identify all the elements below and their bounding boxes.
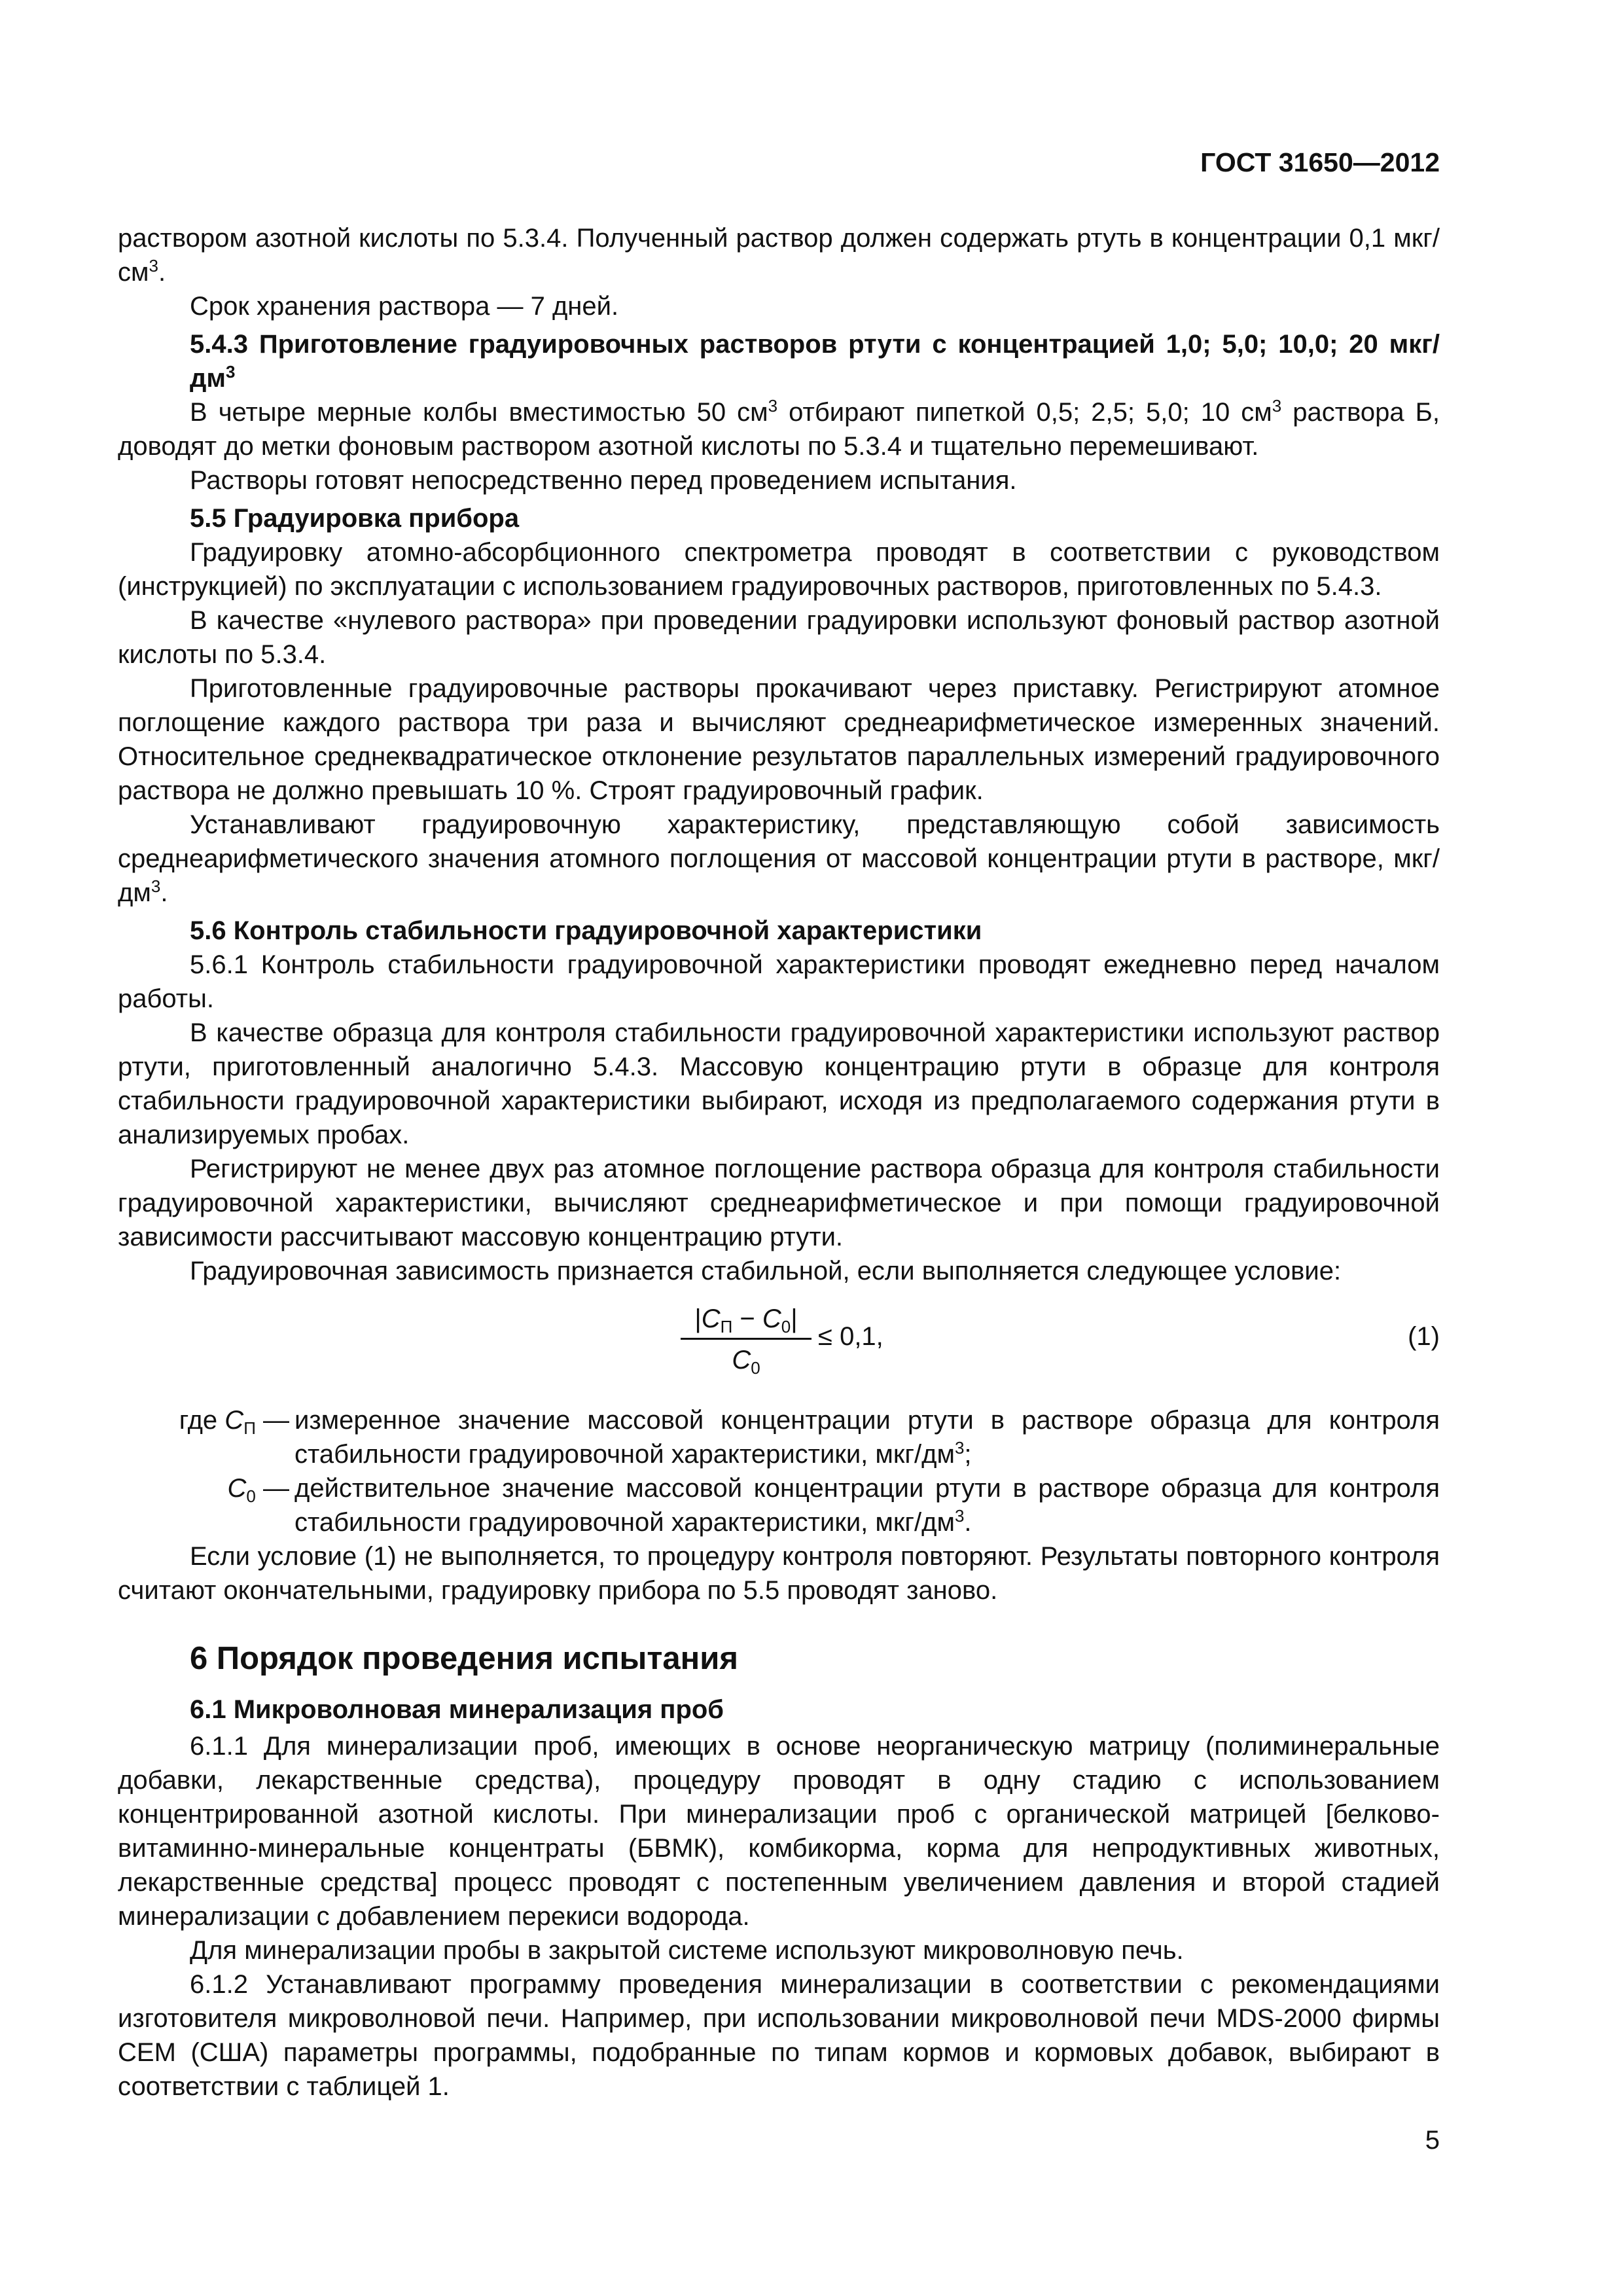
paragraph: В качестве образца для контроля стабильности градуировочной характеристики используют раствор ртути, приготовленный аналогично 5.4.3. Массовую концентрацию ртути в образце для контроля стабильности градуировочной характеристики выбирают, исходя из предполагаемого содержания ртути в анализируемых пробах. [118, 1018, 1440, 1149]
paragraph: 5.6.1 Контроль стабильности градуировочной характеристики проводят ежедневно перед началом работы. [118, 950, 1440, 1013]
paragraph: В качестве «нулевого раствора» при проведении градуировки используют фоновый раствор азотной кислоты по 5.3.4. [118, 606, 1440, 669]
paragraph: Устанавливают градуировочную характеристику, представляющую собой зависимость среднеарифметического значения атомного поглощения от массовой концентрации ртути в растворе, мкг/$дм^3$. [118, 810, 1440, 907]
formula-1 [118, 1302, 1440, 1394]
equation-number: (1) [1408, 1322, 1440, 1351]
paragraph: В четыре мерные колбы вместимостью 50 $см^3$ отбирают пипеткой 0,5; 2,5; 5,0; 10 $см^3$ раствора Б, доводят до метки фоновым раствором азотной кислоты по 5.3.4 и тщательно перемешивают. [118, 396, 1440, 461]
where-term: где $C_П$ — [179, 1406, 289, 1438]
formula-fraction [681, 1302, 812, 1376]
paragraph: 6.1.1 Для минерализации проб, имеющих в основе неорганическую матрицу (полиминеральные добавки, лекарственные средства), процедуру проводят в одну стадию с использованием концентрированной азотной кислоты. При минерализации проб с органической матрицей [белково-витаминно-минеральные концентраты (БВМК), комбикорма, корма для непродуктивных животных, лекарственные средства] процесс проводят с постепенным увеличением давления и второй стадией минерализации с добавлением перекиси водорода. [118, 1732, 1440, 1931]
subsection-heading-5-5: 5.5 Градуировка прибора [190, 504, 520, 533]
subsection-heading-5-4-3: 5.4.3 Приготовление градуировочных растворов ртути с концентрацией 1,0; 5,0; 10,0; 20 мкг/$дм^3$ [190, 330, 1440, 393]
paragraph: Регистрируют не менее двух раз атомное поглощение раствора образца для контроля стабильности градуировочной характеристики, вычисляют среднеарифметическое и при помощи градуировочной зависимости рассчитывают массовую концентрацию ртути. [118, 1155, 1440, 1251]
paragraph: Градуировочная зависимость признается стабильной, если выполняется следующее условие: [190, 1257, 1342, 1285]
paragraph: раствором азотной кислоты по 5.3.4. Полученный раствор должен содержать ртуть в концентрации 0,1 мкг/$см^3$. [118, 224, 1440, 287]
paragraph: Для минерализации пробы в закрытой системе используют микроволновую печь. [190, 1936, 1184, 1965]
formula-relation: ≤ 0,1, [818, 1322, 883, 1351]
page-number: 5 [1425, 2126, 1440, 2155]
paragraph: Приготовленные градуировочные растворы прокачивают через приставку. Регистрируют атомное поглощение каждого раствора три раза и вычисляют среднеарифметическое измеренных значений. Относительное среднеквадратическое отклонение результатов параллельных измерений градуировочного раствора не должно превышать 10 %. Строят градуировочный график. [118, 674, 1440, 805]
subsection-heading-6-1: 6.1 Микроволновая минерализация проб [190, 1695, 724, 1724]
paragraph: Градуировку атомно-абсорбционного спектрометра проводят в соответствии с руководством (инструкцией) по эксплуатации с использованием градуировочных растворов, приготовленных по 5.4.3. [118, 538, 1440, 601]
section-heading-6: 6 Порядок проведения испытания [190, 1641, 738, 1676]
document-header: ГОСТ 31650—2012 [1200, 147, 1440, 177]
paragraph: Растворы готовят непосредственно перед проведением испытания. [190, 466, 1017, 495]
where-term: $C_0$ — [227, 1474, 289, 1506]
document-body [118, 221, 1440, 2104]
formula-denominator: $C_0$ [732, 1346, 760, 1378]
subsection-heading-5-6: 5.6 Контроль стабильности градуировочной характеристики [190, 916, 982, 945]
paragraph: 6.1.2 Устанавливают программу проведения минерализации в соответствии с рекомендациями изготовителя микроволновой печи. Например, при использовании микроволновой печи MDS-2000 фирмы CEM (США) параметры программы, подобранные по типам кормов и кормовых добавок, выбирают в соответствии с таблицей 1. [118, 1970, 1440, 2101]
where-definition-c0: $C_0$ — действительное значение массовой концентрации ртути в растворе образца для контроля стабильности градуировочной характеристики, мкг/$дм^3$. [118, 1471, 1440, 1539]
formula-numerator: $|C_П - C_0|$ [681, 1302, 812, 1340]
paragraph: Срок хранения раствора — 7 дней. [190, 292, 619, 321]
where-definition-cp: где $C_П$ — измеренное значение массовой концентрации ртути в растворе образца для контроля стабильности градуировочной характеристики, мкг/$дм^3$; [118, 1403, 1440, 1471]
paragraph: Если условие (1) не выполняется, то процедуру контроля повторяют. Результаты повторного контроля считают окончательными, градуировку прибора по 5.5 проводят заново. [118, 1542, 1440, 1605]
